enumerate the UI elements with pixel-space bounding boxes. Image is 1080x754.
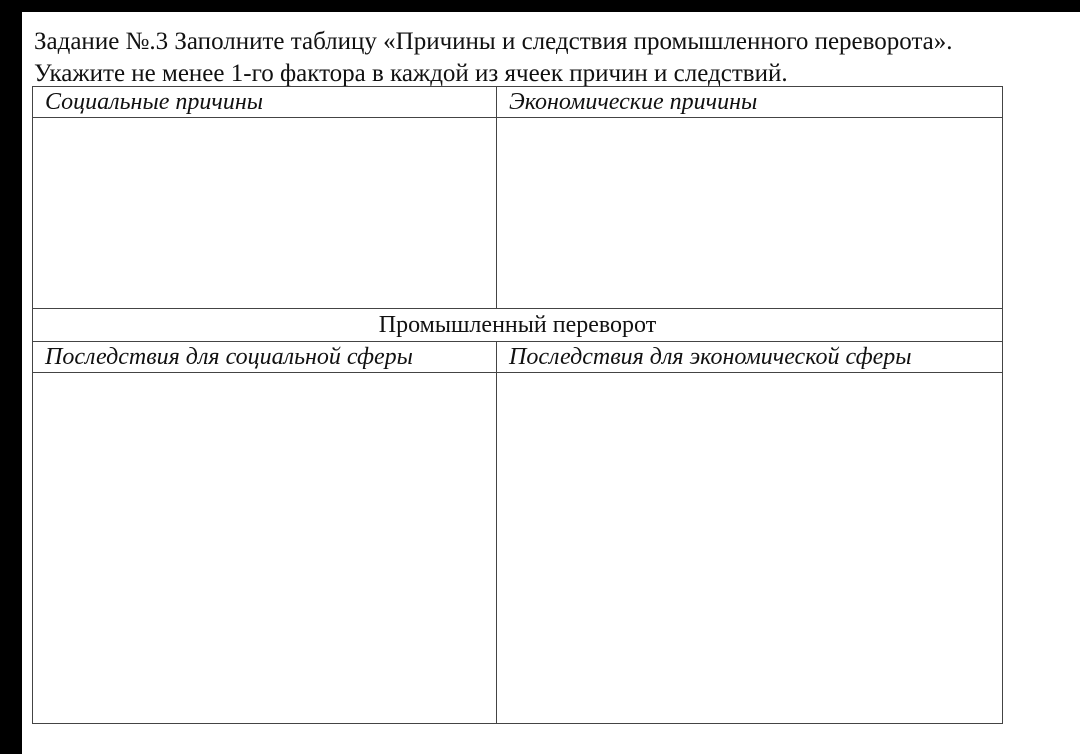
cell-economic-causes[interactable] bbox=[497, 118, 1003, 309]
header-economic-causes: Экономические причины bbox=[497, 87, 1003, 118]
header-social-causes: Социальные причины bbox=[33, 87, 497, 118]
task-subtitle: Укажите не менее 1-го фактора в каждой из ячеек причин и следствий. bbox=[34, 60, 788, 87]
center-title: Промышленный переворот bbox=[33, 309, 1003, 342]
cell-social-effects[interactable] bbox=[33, 373, 497, 724]
cell-social-causes[interactable] bbox=[33, 118, 497, 309]
task-instructions bbox=[34, 26, 1074, 90]
causes-effects-table bbox=[32, 86, 1003, 724]
header-economic-effects: Последствия для экономической сферы bbox=[497, 342, 1003, 373]
task-title: Задание №.3 Заполните таблицу «Причины и следствия промышленного переворота». bbox=[34, 28, 953, 55]
header-social-effects: Последствия для социальной сферы bbox=[33, 342, 497, 373]
worksheet-page bbox=[22, 12, 1080, 754]
cell-economic-effects[interactable] bbox=[497, 373, 1003, 724]
